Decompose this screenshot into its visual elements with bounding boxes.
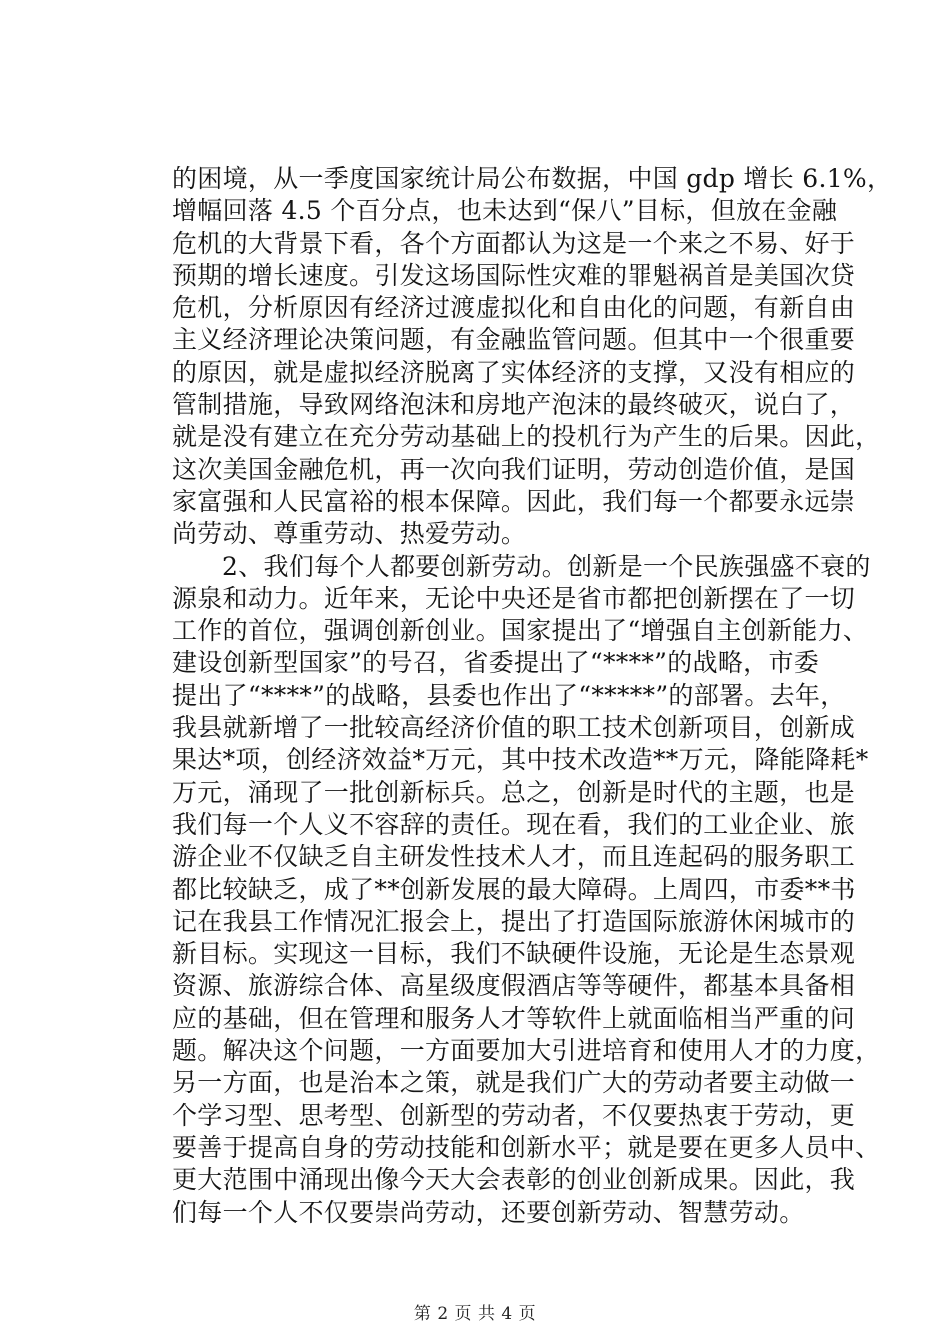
paragraph-line: 家富强和人民富裕的根本保障。因此，我们每一个都要永远崇 [172,486,856,516]
paragraph-line: 记在我县工作情况汇报会上，提出了打造国际旅游休闲城市的 [172,906,856,936]
paragraph-line: 的原因，就是虚拟经济脱离了实体经济的支撑，又没有相应的 [172,357,856,387]
paragraph-line: 新目标。实现这一目标，我们不缺硬件设施，无论是生态景观 [172,939,856,969]
paragraph-line: 题。解决这个问题，一方面要加大引进培育和使用人才的力度， [172,1036,881,1066]
paragraph-line: 危机的大背景下看，各个方面都认为这是一个来之不易、好于 [172,228,856,258]
paragraph-line: 应的基础，但在管理和服务人才等软件上就面临相当严重的问 [172,1003,856,1033]
paragraph-line: 的困境，从一季度国家统计局公布数据，中国 gdp 增长 6.1%， [172,164,893,193]
paragraph-line: 主义经济理论决策问题，有金融监管问题。但其中一个很重要 [172,325,856,355]
paragraph-line: 我们每一个人义不容辞的责任。现在看，我们的工业企业、旅 [172,809,856,839]
paragraph-line: 增幅回落 4.5 个百分点，也未达到“保八”目标，但放在金融 [172,196,838,226]
paragraph-line: 这次美国金融危机，再一次向我们证明，劳动创造价值，是国 [172,454,856,484]
paragraph-line: 更大范围中涌现出像今天大会表彰的创业创新成果。因此，我 [172,1165,856,1195]
paragraph-line: 源泉和动力。近年来，无论中央还是省市都把创新摆在了一切 [172,583,856,613]
paragraph-line: 另一方面，也是治本之策，就是我们广大的劳动者要主动做一 [172,1068,856,1098]
paragraph-line: 危机，分析原因有经济过渡虚拟化和自由化的问题，有新自由 [172,293,856,323]
paragraph-line: 就是没有建立在充分劳动基础上的投机行为产生的后果。因此， [172,422,881,452]
paragraph-line: 管制措施，导致网络泡沫和房地产泡沫的最终破灭，说白了， [172,390,856,420]
paragraph-line: 都比较缺乏，成了**创新发展的最大障碍。上周四，市委**书 [172,874,856,904]
paragraph-line: 我县就新增了一批较高经济价值的职工技术创新项目，创新成 [172,713,856,743]
paragraph-line: 预期的增长速度。引发这场国际性灾难的罪魁祸首是美国次贷 [172,260,856,290]
page-number-footer: 第 2 页 共 4 页 [413,1304,537,1324]
paragraph-line: 资源、旅游综合体、高星级度假酒店等等硬件，都基本具备相 [172,971,856,1001]
paragraph-line: 尚劳动、尊重劳动、热爱劳动。 [172,519,527,549]
paragraph-line: 建设创新型国家”的号召，省委提出了“****”的战略，市委 [172,648,820,678]
paragraph-line: 提出了“****”的战略，县委也作出了“*****”的部署。去年， [172,680,846,710]
paragraph-2 [172,551,881,1229]
paragraph-line: 个学习型、思考型、创新型的劳动者，不仅要热衷于劳动，更 [172,1100,856,1130]
paragraph-line: 们每一个人不仅要崇尚劳动，还要创新劳动、智慧劳动。 [172,1197,805,1227]
paragraph-1 [172,163,893,551]
paragraph-line: 游企业不仅缺乏自主研发性技术人才，而且连起码的服务职工 [172,842,856,872]
paragraph-line: 万元，涌现了一批创新标兵。总之，创新是时代的主题，也是 [172,777,856,807]
body-text [172,163,893,1229]
paragraph-line: 2、我们每个人都要创新劳动。创新是一个民族强盛不衰的 [222,551,871,581]
paragraph-line: 果达*项，创经济效益*万元，其中技术改造**万元，降能降耗* [172,745,869,775]
paragraph-line: 工作的首位，强调创新创业。国家提出了“增强自主创新能力、 [172,616,869,646]
paragraph-line: 要善于提高自身的劳动技能和创新水平；就是要在更多人员中、 [172,1132,881,1162]
